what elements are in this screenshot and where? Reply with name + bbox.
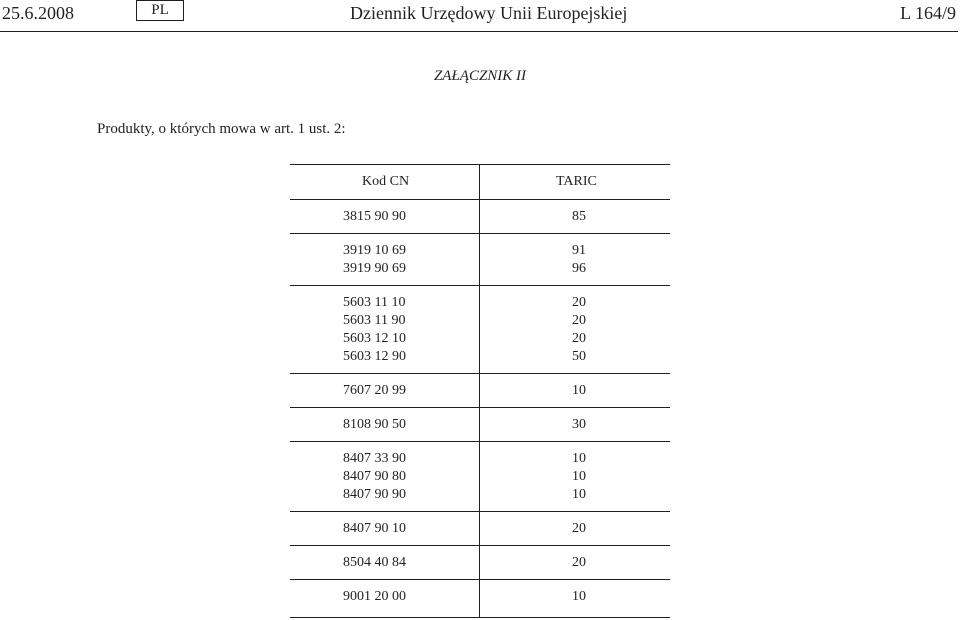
cn-taric-table: [290, 164, 670, 618]
taric-code-cell: 30: [572, 417, 586, 432]
group-separator: [290, 579, 670, 580]
taric-code-cell: 20: [572, 555, 586, 570]
journal-header: [0, 0, 960, 31]
cn-code-cell: 8407 90 90: [343, 487, 406, 502]
cn-code-cell: 8407 90 80: [343, 469, 406, 484]
taric-code-cell: 20: [572, 521, 586, 536]
group-separator: [290, 233, 670, 234]
cn-code-cell: 3919 10 69: [343, 243, 406, 258]
cn-code-cell: 9001 20 00: [343, 589, 406, 604]
cn-code-cell: 5603 11 10: [343, 295, 406, 310]
group-separator: [290, 441, 670, 442]
journal-title: Dziennik Urzędowy Unii Europejskiej: [350, 3, 628, 23]
group-separator: [290, 545, 670, 546]
annex-title: ZAŁĄCZNIK II: [433, 68, 527, 84]
group-separator: [290, 407, 670, 408]
taric-code-cell: 96: [572, 261, 586, 276]
cn-code-cell: 8407 33 90: [343, 451, 406, 466]
taric-code-cell: 20: [572, 331, 586, 346]
publication-date: 25.6.2008: [2, 3, 74, 23]
group-separator: [290, 285, 670, 286]
taric-code-cell: 91: [572, 243, 586, 258]
language-code-box: PL: [136, 0, 184, 21]
taric-code-cell: 10: [572, 487, 586, 502]
taric-code-cell: 10: [572, 451, 586, 466]
cn-code-cell: 5603 12 10: [343, 331, 406, 346]
cn-code-cell: 8407 90 10: [343, 521, 406, 536]
group-separator: [290, 373, 670, 374]
page-reference: L 164/9: [900, 3, 956, 23]
taric-code-cell: 20: [572, 295, 586, 310]
cn-code-cell: 5603 12 90: [343, 349, 406, 364]
cn-code-cell: 8108 90 50: [343, 417, 406, 432]
cn-code-cell: 3815 90 90: [343, 209, 406, 224]
column-header-cn: Kod CN: [362, 174, 410, 189]
group-separator: [290, 511, 670, 512]
cn-code-cell: 8504 40 84: [343, 555, 406, 570]
cn-code-cell: 7607 20 99: [343, 383, 406, 398]
taric-code-cell: 20: [572, 313, 586, 328]
taric-code-cell: 50: [572, 349, 586, 364]
taric-code-cell: 10: [572, 383, 586, 398]
taric-code-cell: 85: [572, 209, 586, 224]
cn-code-cell: 5603 11 90: [343, 313, 406, 328]
annex-intro: Produkty, o których mowa w art. 1 ust. 2:: [97, 121, 346, 137]
column-header-taric: TARIC: [556, 174, 597, 189]
cn-code-cell: 3919 90 69: [343, 261, 406, 276]
taric-code-cell: 10: [572, 589, 586, 604]
taric-code-cell: 10: [572, 469, 586, 484]
header-rule: [0, 31, 958, 32]
group-separator: [290, 199, 670, 200]
